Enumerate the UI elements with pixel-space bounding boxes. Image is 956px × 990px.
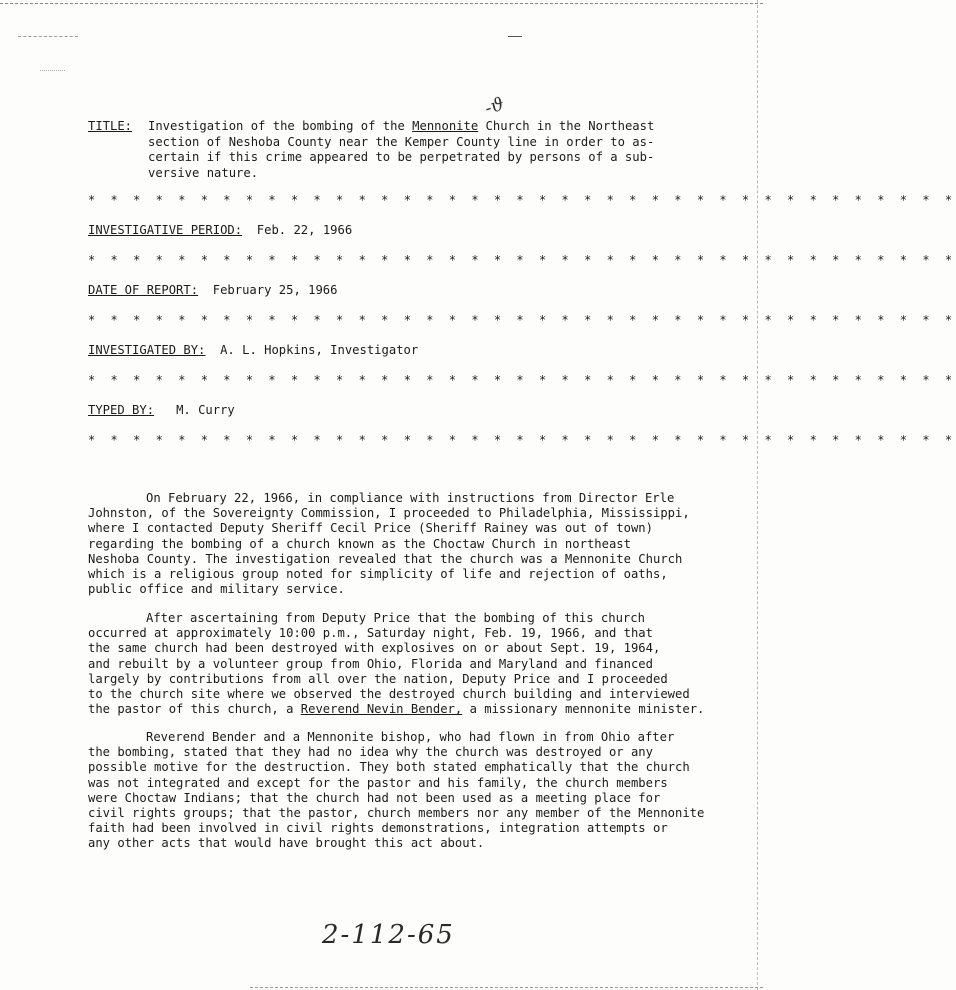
body-line: largely by contributions from all over the nation, Deputy Price and I proceeded (88, 671, 668, 686)
body-line: was not integrated and except for the pastor and his family, the church members (88, 775, 668, 790)
date-of-report-value: February 25, 1966 (212, 283, 338, 297)
separator-line: * * * * * * * * * * * * * * * * * * * * * * * * * * * * * * * * * * * * * * * (88, 313, 956, 327)
bottom-edge-line (250, 987, 763, 988)
margin-mark (18, 36, 78, 39)
separator-line: * * * * * * * * * * * * * * * * * * * * * * * * * * * * * * * * * * * * * * * (88, 373, 956, 387)
body-line: any other acts that would have brought this act about. (88, 836, 485, 851)
body-line: occurred at approximately 10:00 p.m., Saturday night, Feb. 19, 1966, and that (88, 626, 653, 641)
title-line-part: Church in the Northeast (478, 119, 655, 133)
top-edge-line (0, 3, 763, 4)
body-line: regarding the bombing of a church known as the Choctaw Church in northeast (88, 536, 631, 551)
body-line: were Choctaw Indians; that the church had not been used as a meeting place for (88, 790, 661, 805)
underlined-name: Reverend Nevin Bender, (300, 702, 463, 717)
right-edge-line (757, 0, 758, 990)
typed-by-value: M. Curry (176, 403, 235, 417)
date-of-report-field (88, 283, 338, 297)
typed-by-label: TYPED BY: (88, 403, 155, 417)
investigative-period-label: INVESTIGATIVE PERIOD: (88, 223, 243, 237)
investigative-period-field (88, 223, 352, 237)
body-line: possible motive for the destruction. They both stated emphatically that the church (88, 760, 690, 775)
body-line: On February 22, 1966, in compliance with instructions from Director Erle (146, 491, 675, 505)
title-text (148, 119, 678, 181)
typed-by-field (88, 403, 235, 417)
margin-mark (40, 70, 65, 71)
body-line-part: the pastor of this church, a (88, 702, 301, 717)
handwritten-mark: -ϑ (482, 93, 507, 120)
separator-line: * * * * * * * * * * * * * * * * * * * * * * * * * * * * * * * * * * * * * * * (88, 253, 956, 267)
paragraph-1 (88, 491, 728, 597)
paragraph-2 (88, 611, 728, 717)
investigative-period-value: Feb. 22, 1966 (256, 223, 353, 237)
body-line: and rebuilt by a volunteer group from Ohio, Florida and Maryland and financed (88, 656, 653, 671)
title-block (88, 119, 688, 181)
body-line: Johnston, of the Sovereignty Commission, I proceeded to Philadelphia, Mississippi, (88, 506, 690, 521)
margin-mark (508, 36, 522, 37)
body-line: where I contacted Deputy Sheriff Cecil Price (Sheriff Rainey was out of town) (88, 521, 653, 536)
title-line-part: Investigation of the bombing of the (148, 119, 413, 133)
separator-line: * * * * * * * * * * * * * * * * * * * * * * * * * * * * * * * * * * * * * * * (88, 193, 956, 207)
investigated-by-field (88, 343, 418, 357)
separator-line: * * * * * * * * * * * * * * * * * * * * * * * * * * * * * * * * * * * * * * * (88, 433, 956, 447)
title-line: certain if this crime appeared to be perpetrated by persons of a sub- (148, 150, 655, 164)
body-line: the bombing, stated that they had no idea why the church was destroyed or any (88, 745, 653, 760)
paragraph-3 (88, 730, 728, 852)
body-line (88, 702, 728, 717)
title-label: TITLE: (88, 119, 133, 133)
title-row (88, 119, 688, 181)
body-line: After ascertaining from Deputy Price that the bombing of this church (146, 611, 645, 625)
body-line-part: a missionary mennonite minister. (462, 702, 705, 717)
title-line: versive nature. (148, 165, 259, 180)
body-line: which is a religious group noted for simplicity of life and rejection of oaths, (88, 567, 668, 582)
handwritten-document-number: 2-112-65 (322, 920, 455, 950)
body-line: civil rights groups; that the pastor, church members nor any member of the Mennonite (88, 806, 705, 821)
body-line: Neshoba County. The investigation revealed that the church was a Mennonite Church (88, 551, 683, 566)
body-line: the same church had been destroyed with explosives on or about Sept. 19, 1964, (88, 641, 661, 656)
body-line: Reverend Bender and a Mennonite bishop, who had flown in from Ohio after (146, 730, 675, 744)
date-of-report-label: DATE OF REPORT: (88, 283, 199, 297)
title-line (148, 119, 678, 135)
body-line: faith had been involved in civil rights demonstrations, integration attempts or (88, 821, 668, 836)
title-underlined-word: Mennonite (412, 119, 479, 133)
body-line: public office and military service. (88, 582, 345, 597)
investigated-by-label: INVESTIGATED BY: (88, 343, 206, 357)
investigated-by-value: A. L. Hopkins, Investigator (220, 343, 419, 357)
body-line: to the church site where we observed the destroyed church building and interviewed (88, 687, 690, 702)
title-line: section of Neshoba County near the Kemper County line in order to as- (148, 134, 655, 149)
